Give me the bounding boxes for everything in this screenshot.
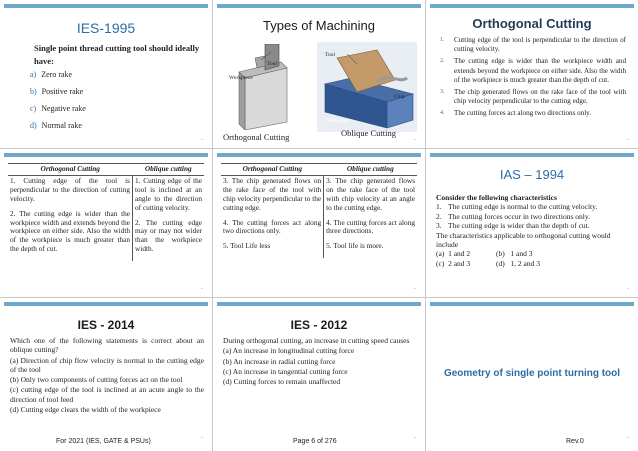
list-item: 4. The cutting forces act along two directions only. <box>440 109 592 118</box>
tool-label: Tool <box>267 61 278 67</box>
question-lead: Consider the following characteristics <box>436 193 557 202</box>
option-b: (b) An increase in radial cutting force <box>223 356 336 366</box>
slide-corner-mark: ⌄ <box>199 435 204 440</box>
slide-topbar <box>4 302 208 306</box>
table-cell: 2. The cutting edge may or may not wider than the workpiece width. <box>135 217 202 254</box>
options-row: (c) 2 and 3 (d) 1, 2 and 3 <box>436 258 540 268</box>
column-header: Orthogonal Cutting <box>221 164 324 176</box>
option-d: (d) Cutting forces to remain unaffected <box>223 377 341 387</box>
table-row <box>221 175 417 258</box>
option-d: d) Normal rake <box>30 121 82 130</box>
table-cell: 3. The chip generated flows on the rake face of the tool with chip velocity perpendicular to the cutting edge. <box>223 175 322 212</box>
option-a: (a) Direction of chip flow velocity is normal to the cutting edge of the tool <box>10 355 204 374</box>
slide-topbar <box>4 4 208 8</box>
slide-topbar <box>430 153 634 157</box>
option-c: (c) An increase in tangential cutting force <box>223 366 348 376</box>
list-item: 1. The cutting edge is normal to the cutting velocity. <box>436 202 598 212</box>
question-text: Single point thread cutting tool should ideally have: <box>34 43 200 66</box>
table-cell: 4. The cutting forces act along two directions only. <box>223 217 322 236</box>
option-b: (b) Only two components of cutting forces act on the tool <box>10 375 183 385</box>
slide-ies-2012 <box>217 302 421 442</box>
footer-left: For 2021 (IES, GATE & PSUs) <box>56 438 151 445</box>
slide-title: IES-1995 <box>76 20 136 36</box>
tool-label: Tool <box>325 52 336 58</box>
slide-corner-mark: ⌄ <box>412 435 417 440</box>
slide-corner-mark: ⌄ <box>625 137 630 142</box>
table-row <box>8 175 204 261</box>
footer-revision: Rev.0 <box>566 438 584 445</box>
slide-comparison-2 <box>217 153 421 293</box>
slide-title: Geometry of single point turning tool <box>443 368 621 379</box>
list-item: 3. The chip generated flows on the rake face of the tool with chip velocity perpendicular to the cutting edge. <box>440 88 626 106</box>
table-cell: 4. The cutting forces act along three directions. <box>326 217 415 236</box>
slide-topbar <box>217 302 421 306</box>
column-header: Oblique cutting <box>324 164 417 176</box>
slide-title: IAS – 1994 <box>499 167 565 182</box>
slide-topbar <box>217 153 421 157</box>
slide-topbar <box>430 4 634 8</box>
column-divider <box>425 0 426 451</box>
row-divider <box>0 297 638 298</box>
slide-corner-mark: ⌄ <box>199 137 204 142</box>
workpiece-label: Workpiece <box>325 118 349 124</box>
slide-orthogonal-cutting <box>430 4 634 144</box>
table-cell: 1. Cutting edge of the tool is perpendicular to the direction of cutting velocity. <box>10 175 131 203</box>
slide-corner-mark: ⌄ <box>199 286 204 291</box>
caption-oblique: Oblique Cutting <box>341 128 397 138</box>
question-text: Which one of the following statements is correct about an oblique cutting? <box>10 336 204 355</box>
orthogonal-cutting-figure <box>221 44 316 130</box>
slide-corner-mark: ⌄ <box>625 435 630 440</box>
slide-title: IES - 2014 <box>77 318 135 332</box>
slide-title: Orthogonal Cutting <box>472 16 592 31</box>
slide-geometry-title <box>430 302 634 442</box>
characteristics-list <box>440 36 626 122</box>
comparison-table <box>8 163 204 261</box>
question-block <box>10 336 204 415</box>
comparison-table <box>221 163 417 258</box>
row-divider <box>0 148 638 149</box>
footer-page-number: Page 6 of 276 <box>293 438 337 445</box>
slide-title: IES - 2012 <box>290 318 348 332</box>
column-header: Orthogonal Cutting <box>8 164 133 176</box>
list-item: 3. The cutting edge is wider than the depth of cut. <box>436 221 590 231</box>
list-item: 1. Cutting edge of the tool is perpendicular to the direction of cutting velocity. <box>440 36 626 54</box>
slide-corner-mark: ⌄ <box>412 137 417 142</box>
slide-corner-mark: ⌄ <box>625 286 630 291</box>
slide-ies-2014 <box>4 302 208 442</box>
list-item: 2. The cutting forces occur in two directions only. <box>436 211 590 221</box>
table-cell: 1. Cutting edge of the tool is inclined at an angle to the direction of cutting velocity. <box>135 175 202 212</box>
list-item: 2. The cutting edge is wider than the workpiece width and extends beyond the workpiece on either side. Also the width of the workpiece is much greater than the depth of cut. <box>440 57 626 84</box>
table-cell: 2. The cutting edge is wider than the workpiece width and extends beyond the workpiece on either side. Also the width of the workpiece is much greater than the depth of cut. <box>10 208 131 254</box>
slide-title: Types of Machining <box>262 18 375 33</box>
option-d: (d) Cutting edge clears the width of the workpiece <box>10 405 161 415</box>
option-b: b) Positive rake <box>30 87 84 96</box>
chip-label: Chip <box>394 94 405 100</box>
question-stem: The characteristics applicable to orthogonal cutting would include <box>436 230 611 250</box>
options-row: (a) 1 and 2 (b) 1 and 3 <box>436 249 533 259</box>
table-cell: 3. The chip generated flows on the rake face of the tool with chip velocity at an angle to the cutting edge. <box>326 175 415 212</box>
slide-comparison-1 <box>4 153 208 293</box>
option-a: (a) An increase in longitudinal cutting force <box>223 346 355 356</box>
workpiece-label: Workpiece <box>229 75 253 81</box>
option-c: (c) cutting edge of the tool is inclined at an acute angle to the direction of tool feed <box>10 385 204 404</box>
slide-types-of-machining <box>217 4 421 144</box>
option-c: c) Negative rake <box>30 104 86 113</box>
slide-topbar <box>217 4 421 8</box>
slide-ias-1994 <box>430 153 634 293</box>
question-text: During orthogonal cutting, an increase in cutting speed causes <box>223 336 410 345</box>
slide-topbar <box>430 302 634 306</box>
slide-corner-mark: ⌄ <box>412 286 417 291</box>
slide-ies-1995 <box>4 4 208 144</box>
option-a: a) Zero rake <box>30 70 73 79</box>
table-cell: 5. Tool life is more. <box>326 241 384 251</box>
question-block <box>223 336 417 387</box>
table-cell: 5. Tool Life less <box>223 241 271 251</box>
question-block <box>436 193 632 268</box>
slide-topbar <box>4 153 208 157</box>
column-header: Oblique cutting <box>133 164 204 176</box>
column-divider <box>212 0 213 451</box>
caption-orthogonal: Orthogonal Cutting <box>223 132 290 142</box>
